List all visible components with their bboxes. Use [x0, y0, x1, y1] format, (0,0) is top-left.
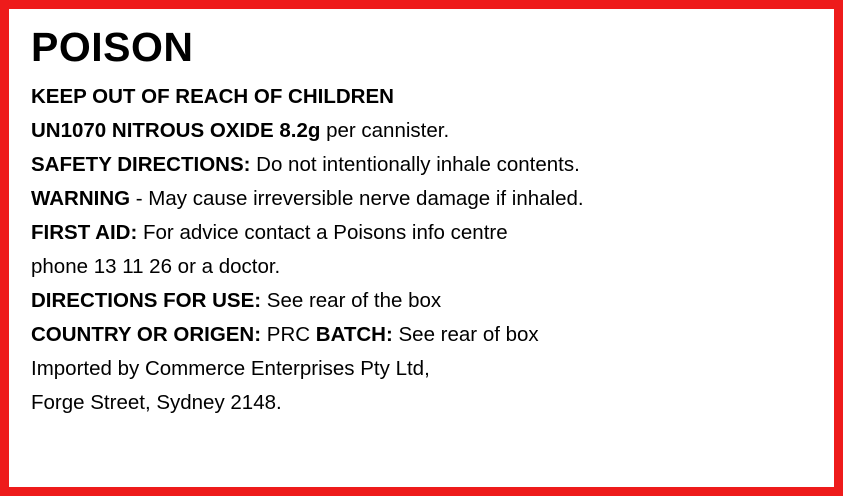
label-line [31, 352, 814, 386]
label-line-bold-secondary: BATCH: [315, 323, 393, 346]
label-line [31, 250, 814, 284]
label-line [31, 318, 814, 352]
label-line-normal: Do not intentionally inhale contents. [250, 153, 580, 176]
page-title: POISON [31, 24, 194, 70]
label-line-bold: SAFETY DIRECTIONS: [31, 153, 251, 176]
label-line-bold: WARNING [31, 187, 131, 210]
label-line-bold: UN1070 NITROUS OXIDE 8.2g [31, 119, 321, 142]
label-text-block [31, 80, 814, 420]
label-line-normal: PRC [261, 323, 316, 346]
label-line-bold: COUNTRY OR ORIGEN: [31, 323, 262, 346]
label-line-normal: - May cause irreversible nerve damage if inhaled. [130, 187, 584, 210]
label-line-normal-secondary: See rear of box [392, 323, 539, 346]
label-line-normal: phone 13 11 26 or a doctor. [31, 255, 281, 278]
label-line [31, 216, 814, 250]
label-line [31, 148, 814, 182]
label-line [31, 80, 814, 114]
label-line-bold: DIRECTIONS FOR USE: [31, 289, 262, 312]
label-line-bold: FIRST AID: [31, 221, 138, 244]
label-line-normal: Forge Street, Sydney 2148. [31, 391, 282, 414]
label-line [31, 284, 814, 318]
label-line-normal: per cannister. [320, 119, 450, 142]
label-line [31, 114, 814, 148]
label-line-normal: See rear of the box [261, 289, 442, 312]
label-line-normal: For advice contact a Poisons info centre [137, 221, 508, 244]
label-line-normal: Imported by Commerce Enterprises Pty Ltd, [31, 357, 430, 380]
label-line [31, 182, 814, 216]
label-line-bold: KEEP OUT OF REACH OF CHILDREN [31, 85, 394, 108]
label-line [31, 386, 814, 420]
